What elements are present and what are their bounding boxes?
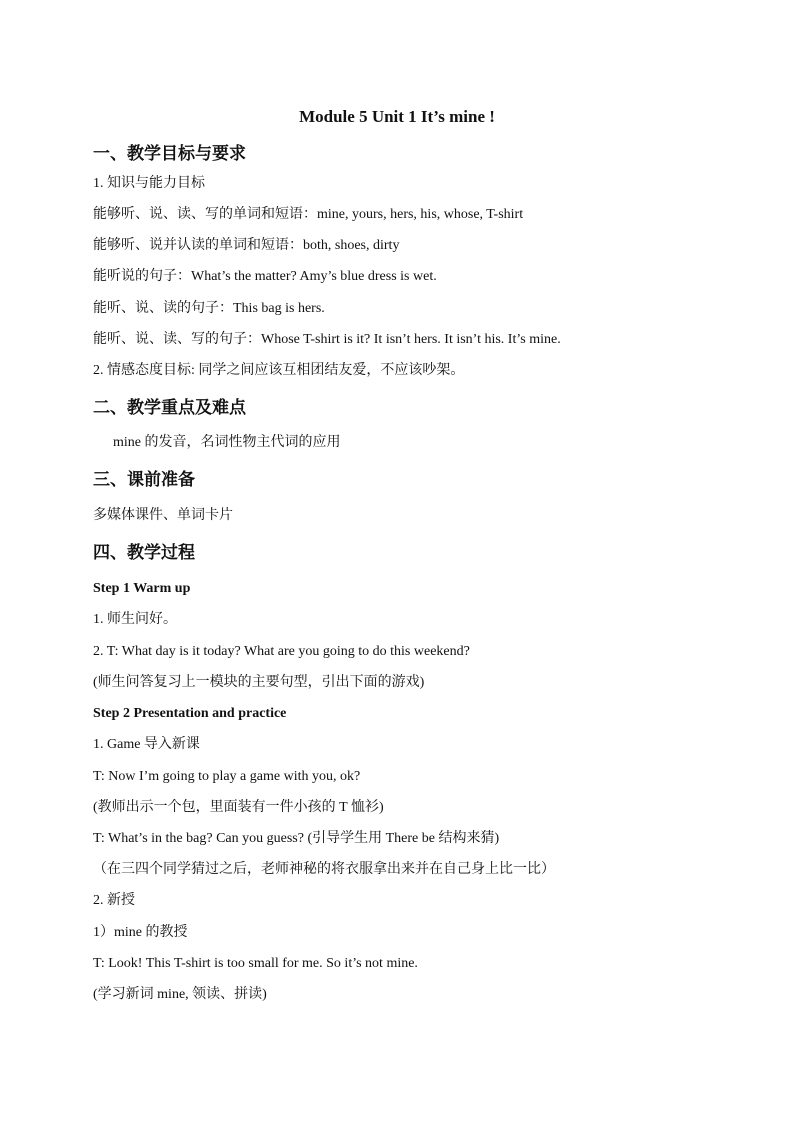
text-line: (教师出示一个包，里面装有一件小孩的 T 恤衫) [93, 800, 384, 815]
page-title: Module 5 Unit 1 It’s mine ! [299, 107, 495, 126]
text-line: 1）mine 的教授 [93, 925, 188, 940]
text-line: mine 的发音，名词性物主代词的应用 [113, 435, 341, 450]
text-line: (师生问答复习上一模块的主要句型，引出下面的游戏) [93, 675, 425, 690]
text-line: 能够听、说并认读的单词和短语：both, shoes, dirty [93, 238, 400, 253]
section-heading-key-points: 二、教学重点及难点 [93, 398, 246, 417]
section-heading-process: 四、教学过程 [93, 543, 195, 562]
text-line: (学习新词 mine, 领读、拼读) [93, 987, 267, 1002]
text-line: 能听、说、读的句子：This bag is hers. [93, 301, 325, 316]
text-line: 1. 师生问好。 [93, 612, 177, 627]
text-line: 1. 知识与能力目标 [93, 176, 205, 191]
text-line: T: Now I’m going to play a game with you, ok? [93, 769, 361, 784]
text-line: 能听说的句子：What’s the matter? Amy’s blue dress is wet. [93, 269, 437, 284]
text-line: 能听、说、读、写的句子：Whose T-shirt is it? It isn’t hers. It isn’t his. It’s mine. [93, 332, 561, 347]
section-heading-preparation: 三、课前准备 [93, 470, 195, 489]
text-line: T: Look! This T-shirt is too small for me. So it’s not mine. [93, 956, 418, 971]
step-heading: Step 1 Warm up [93, 581, 191, 596]
text-line: 2. 情感态度目标: 同学之间应该互相团结友爱，不应该吵架。 [93, 363, 465, 378]
text-line: 1. Game 导入新课 [93, 737, 200, 752]
text-line: （在三四个同学猜过之后，老师神秘的将衣服拿出来并在自己身上比一比） [93, 862, 555, 877]
section-heading-goals: 一、教学目标与要求 [93, 144, 246, 163]
text-line: T: What’s in the bag? Can you guess? (引导学生用 There be 结构来猜) [93, 831, 500, 846]
text-line: 2. 新授 [93, 893, 135, 908]
text-line: 能够听、说、读、写的单词和短语：mine, yours, hers, his, whose, T-shirt [93, 207, 524, 222]
step-heading: Step 2 Presentation and practice [93, 706, 287, 721]
text-line: 多媒体课件、单词卡片 [93, 508, 233, 523]
text-line: 2. T: What day is it today? What are you going to do this weekend? [93, 644, 470, 659]
